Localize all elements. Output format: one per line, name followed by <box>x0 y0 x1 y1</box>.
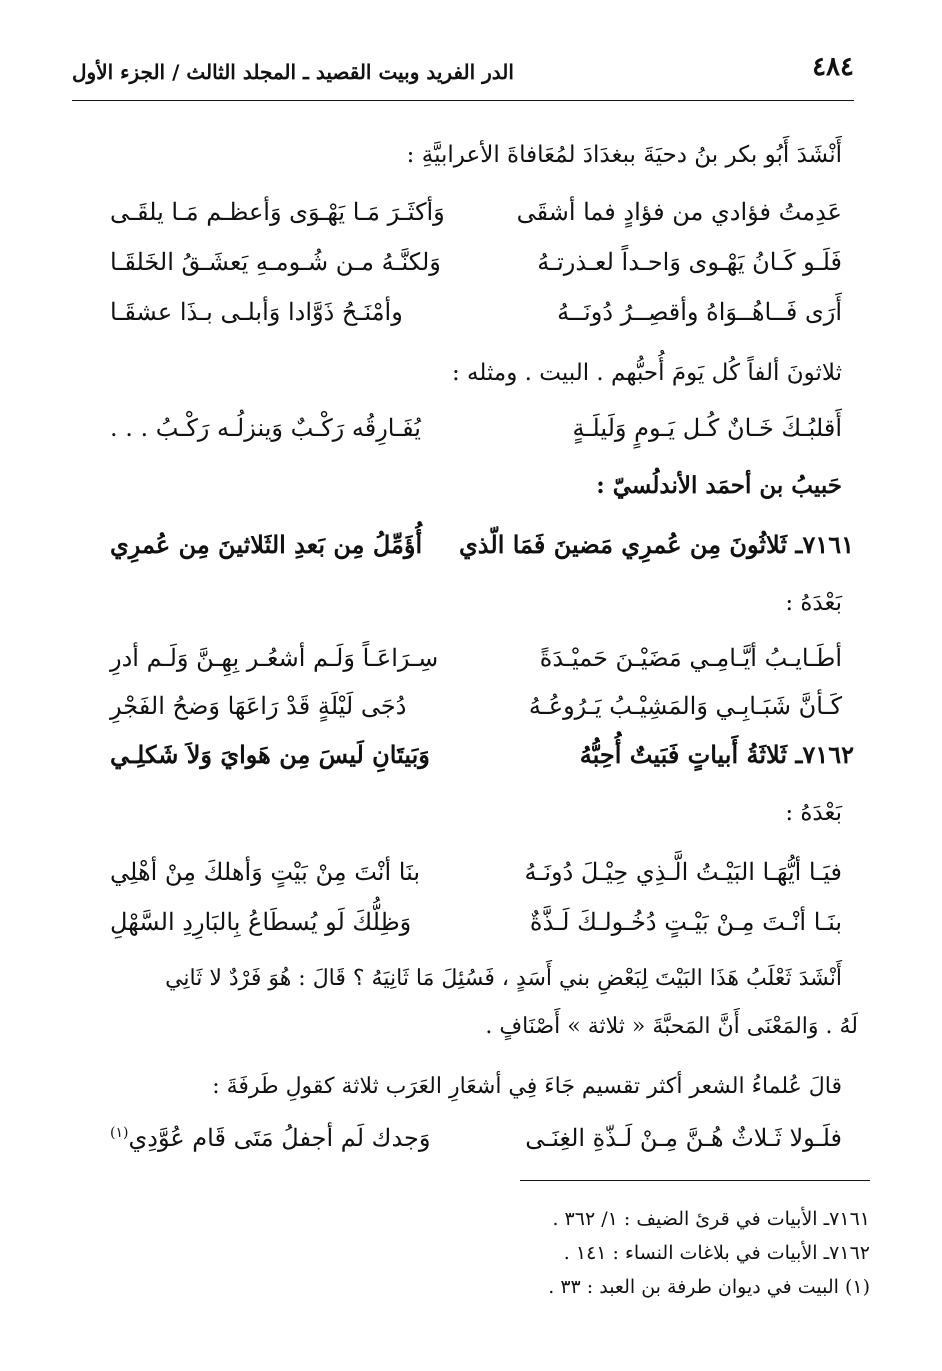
verse <box>110 248 842 284</box>
intro-line: أَنْشَدَ أَبُو بكر بنُ دحيَةَ ببغدَادَ لمُعَافاةَ الأعرابيَّةِ : <box>406 142 842 168</box>
hemistich-first: فَلَـو كَـانُ يَهْـوى وَاحـداً لعـذرتـهُ <box>537 248 842 276</box>
hemistich-first: فيَـا أيُّهَـا البَيْـتُ الَّـذِي حِيْـلَ دُونَـهُ <box>524 858 842 886</box>
hemistich-first: أَرَى فَــاهُــوَاهُ وأقصِــرُ دُونَــهُ <box>557 298 842 326</box>
hemistich-first: بنَـا أنْـتَ مِـنْ بَيْـتٍ دُخُـولـكَ لَـذَّةٌ <box>529 908 842 936</box>
prose-line: لَهُ . وَالمَعْنَى أَنَّ المَحبَّةَ « ثلاثة » أَصْنَافٍ . <box>485 1014 858 1039</box>
hemistich-second: أُؤَمِّلُ مِن بَعدِ الثَلاثينَ مِن عُمرِي <box>110 530 423 559</box>
hemistich-first: أطَـايـبُ أيَّـامِـي مَضَيْـنَ حَميْـدَةً <box>539 644 842 672</box>
footnote-rule <box>520 1180 870 1181</box>
hemistich-second <box>110 1124 430 1152</box>
numbered-verse-7162 <box>110 740 854 776</box>
hemistich-first: ٧١٦٢ـ ثَلاثَةُ أَبياتٍ فَبَيتٌ أُحِبُّهُ <box>579 740 854 769</box>
hemistich-second: وَبَيتَانِ لَيسَ مِن هَوايَ وَلاَ شَكلِـي <box>110 740 430 769</box>
hemistich-second: وَأكثَـرَ مَـا يَهْـوَى وَأعظـم مَـا يلقَـى <box>110 198 445 226</box>
hemistich-first: فلَـولا ثَـلاثٌ هُـنَّ مِـنْ لَـذّةِ الغِنَـى <box>525 1124 842 1152</box>
hemistich-second: بنَا أنْتَ مِنْ بَيْتٍ وَأهلكَ مِنْ أهْلِي <box>110 858 421 886</box>
verse-text: وَجدك لَم أجفلُ مَتَى قَام عُوَّدِي <box>128 1124 431 1152</box>
hemistich-second: وَظِلُّكَ لَو يُسطَاعُ بِالبَارِدِ السَّهْلِ <box>110 908 412 936</box>
hemistich-first: كَـأنَّ شَبَـابِـي وَالمَشِيْـبُ يَـرُوعُـهُ <box>528 692 842 720</box>
verse <box>110 298 842 334</box>
hemistich-first: أَقلبُـكَ خَـانٌ كُـل يَـومٍ وَلَيلَـةٍ <box>572 414 842 442</box>
header-rule <box>72 100 854 101</box>
prose-line: ثلاثونَ ألفاً كُل يَومَ أُحبُّهم . البيت . ومثله : <box>451 360 842 386</box>
hemistich-second: دُجَى لَيْلَةٍ قَدْ رَاعَهَا وَضحُ الفَجْرِ <box>110 692 407 720</box>
hemistich-second: سِـرَاعَـاً وَلَـم أشعُـر بِهِـنَّ وَلَـم أدرِ <box>110 644 439 672</box>
footnote: (١) البيت في ديوان طرفة بن العبد : ٣٣ . <box>548 1276 870 1298</box>
verse <box>110 1124 842 1160</box>
after-label: بَعْدَهُ : <box>785 800 842 826</box>
verse <box>110 692 842 728</box>
hemistich-second: وَلكنَّـهُ مـن شُـومـهِ يَعشَـقُ الخَلقَـا <box>110 248 441 276</box>
verse <box>110 198 842 234</box>
running-title: الدر الفريد وبيت القصيد ـ المجلد الثالث / الجزء الأول <box>72 60 514 84</box>
numbered-verse-7161 <box>110 530 854 566</box>
hemistich-first: ٧١٦١ـ ثَلاثُونَ مِن عُمرِي مَضينَ فَمَا الّذي <box>459 530 854 559</box>
prose-line: قالَ عُلماءُ الشعر أكثر تقسيم جَاءَ فِي أشعَارِ العَرَب ثلاثة كقولِ طَرفَةَ : <box>212 1074 842 1099</box>
hemistich-first: عَدِمتُ فؤادي من فؤادٍ فما أشقَى <box>516 198 842 226</box>
verse <box>110 858 842 894</box>
verse <box>110 414 842 450</box>
poet-name: حَبيبُ بن أحمَد الأندلُسيّ : <box>596 472 842 499</box>
hemistich-second: وأمْنَـحُ ذَوَّادا وَأبلـى بـذَا عشقَـا <box>110 298 403 326</box>
after-label: بَعْدَهُ : <box>785 590 842 616</box>
page-number: ٤٨٤ <box>812 52 854 82</box>
prose-line: أَنْشَدَ ثَعْلَبُ هَذَا البَيْتَ لِبَعْضِ بني أَسَدٍ ، فَسُئِلَ مَا ثَانِيَهُ ؟ قَالَ : هُوَ فَرْدٌ لا ثَانِي <box>165 966 842 991</box>
footnote-marker: (١) <box>110 1125 129 1141</box>
footnote: ٧١٦٢ـ الأبيات في بلاغات النساء : ١٤١ . <box>563 1242 870 1264</box>
hemistich-second: يُفَـارِقُه رَكْـبٌ وَينزلُـه رَكْـبُ . . . <box>110 414 421 442</box>
page-header <box>72 52 854 96</box>
verse <box>110 644 842 680</box>
footnote: ٧١٦١ـ الأبيات في قرئ الضيف : ١/ ٣٦٢ . <box>552 1208 870 1230</box>
verse <box>110 908 842 944</box>
